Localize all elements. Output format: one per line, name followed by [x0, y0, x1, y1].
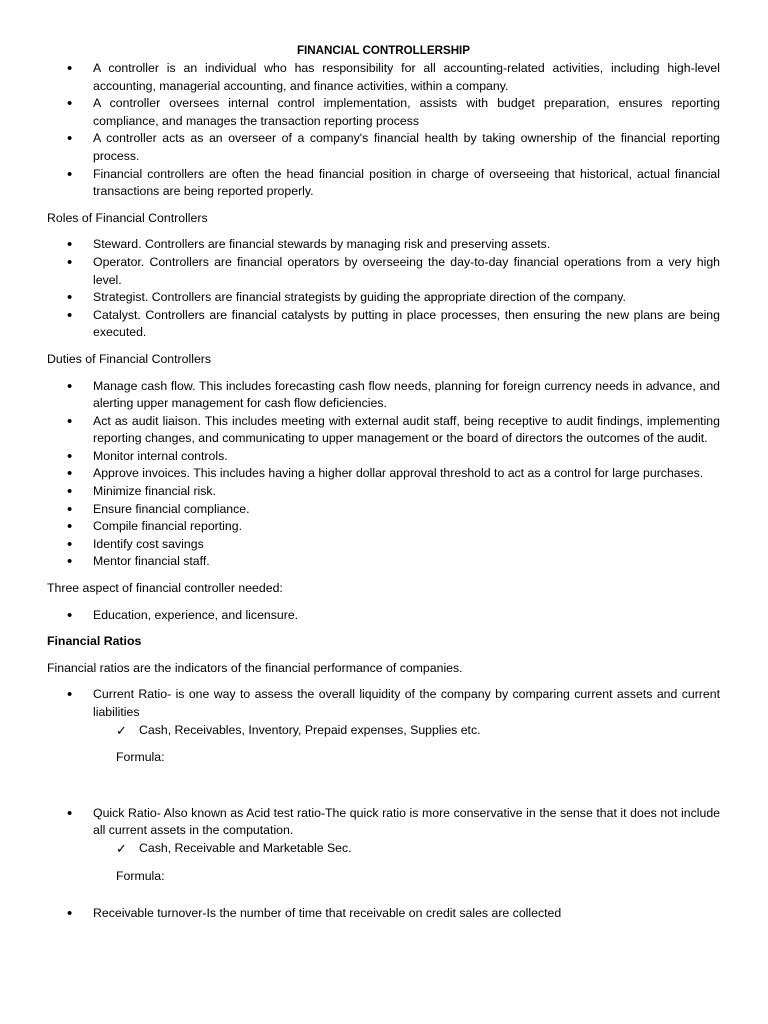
duties-heading: Duties of Financial Controllers: [47, 351, 212, 366]
list-item: • A controller oversees internal control implementation, assists with budget preparation, ensures reporting compliance, and manages the transaction reporting process: [67, 95, 720, 128]
list-item: ✓ Cash, Receivable and Marketable Sec.: [116, 840, 352, 856]
aspects-heading: Three aspect of financial controller needed:: [47, 581, 283, 596]
bullet-icon: •: [67, 165, 73, 183]
bullet-icon: •: [67, 412, 73, 430]
receivable-turnover-list: [47, 905, 720, 923]
bullet-icon: •: [67, 306, 73, 324]
roles-heading: Roles of Financial Controllers: [47, 210, 208, 225]
bullet-icon: •: [67, 253, 73, 271]
ratios-intro: Financial ratios are the indicators of the financial performance of companies.: [47, 660, 463, 675]
list-item: • Mentor financial staff.: [67, 553, 210, 571]
checkmark-icon: ✓: [116, 722, 127, 738]
bullet-icon: •: [67, 377, 73, 395]
document-content: [47, 42, 720, 923]
bullet-icon: •: [67, 60, 73, 77]
roles-list: [47, 236, 720, 342]
list-item: • Financial controllers are often the head financial position in charge of overseeing that historical, actual financial transactions are being reported properly.: [67, 165, 720, 199]
list-item: • Catalyst. Controllers are financial catalysts by putting in place processes, then ensuring the new plans are being executed.: [67, 306, 720, 340]
list-item: • Receivable turnover-Is the number of time that receivable on credit sales are collected: [67, 905, 562, 923]
list-item: • A controller is an individual who has responsibility for all accounting-related activities, including high-level accounting, managerial accounting, and finance activities, within a company.: [67, 60, 720, 93]
current-ratio-formula: Formula:: [116, 750, 165, 765]
list-item: • Strategist. Controllers are financial strategists by guiding the appropriate direction of the company.: [67, 289, 626, 307]
intro-list: [47, 60, 720, 201]
aspects-list: [47, 607, 720, 625]
bullet-icon: •: [67, 553, 73, 571]
duties-list: [47, 378, 720, 572]
list-item: • Identify cost savings: [67, 535, 204, 553]
list-item: • Quick Ratio- Also known as Acid test ratio-The quick ratio is more conservative in the sense that it does not include all current assets in the computation.: [67, 804, 720, 838]
list-item: • Monitor internal controls.: [67, 447, 228, 465]
quick-ratio-formula: Formula:: [116, 868, 165, 883]
bullet-icon: •: [67, 518, 73, 536]
list-item: • A controller acts as an overseer of a company's financial health by taking ownership of the financial reporting process.: [67, 130, 720, 163]
list-item: • Operator. Controllers are financial operators by overseeing the day-to-day financial operations from a very high level.: [67, 253, 720, 287]
list-item: • Act as audit liaison. This includes meeting with external audit staff, being receptive to audit findings, implementing reporting changes, and communicating to upper management or the board of directors the outcomes of the audit.: [67, 412, 720, 446]
list-item: • Manage cash flow. This includes forecasting cash flow needs, planning for foreign currency needs in advance, and alerting upper management for cash flow deficiencies.: [67, 377, 720, 411]
bullet-icon: •: [67, 483, 73, 501]
list-item: • Education, experience, and licensure.: [67, 606, 299, 624]
list-item: • Current Ratio- is one way to assess the overall liquidity of the company by comparing current assets and current liabilities: [67, 686, 720, 719]
bullet-icon: •: [67, 905, 73, 923]
list-item: • Ensure financial compliance.: [67, 500, 250, 518]
quick-ratio-components: [47, 840, 720, 858]
bullet-icon: •: [67, 500, 73, 518]
bullet-icon: •: [67, 606, 73, 624]
page-title: FINANCIAL CONTROLLERSHIP: [296, 44, 471, 57]
current-ratio-components: [47, 722, 720, 740]
ratios-heading: Financial Ratios: [47, 634, 142, 649]
current-ratio-list: [47, 686, 720, 721]
list-item: • Approve invoices. This includes having a higher dollar approval threshold to act as a control for large purchases.: [67, 465, 704, 483]
list-item: • Minimize financial risk.: [67, 483, 216, 501]
bullet-icon: •: [67, 804, 73, 822]
bullet-icon: •: [67, 289, 73, 307]
quick-ratio-list: [47, 805, 720, 840]
bullet-icon: •: [67, 465, 73, 483]
checkmark-icon: ✓: [116, 840, 127, 856]
bullet-icon: •: [67, 95, 73, 113]
bullet-icon: •: [67, 236, 73, 254]
list-item: ✓ Cash, Receivables, Inventory, Prepaid expenses, Supplies etc.: [116, 722, 481, 738]
list-item: • Compile financial reporting.: [67, 518, 243, 536]
list-item: • Steward. Controllers are financial stewards by managing risk and preserving assets.: [67, 236, 551, 254]
bullet-icon: •: [67, 130, 73, 148]
bullet-icon: •: [67, 535, 73, 553]
bullet-icon: •: [67, 686, 73, 704]
bullet-icon: •: [67, 447, 73, 465]
